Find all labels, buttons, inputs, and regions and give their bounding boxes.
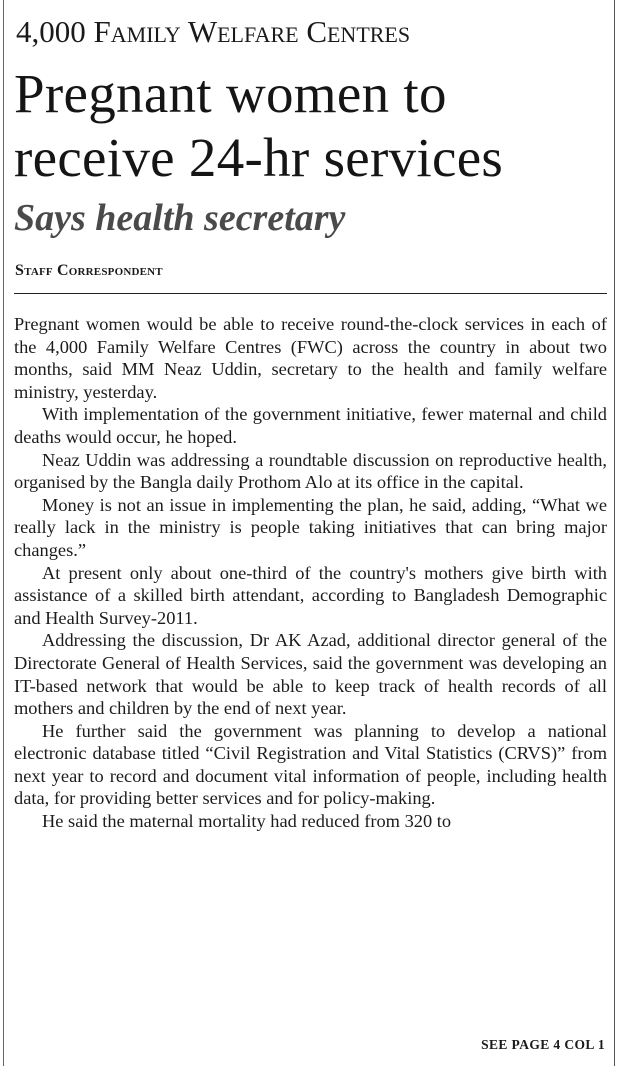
paragraph: Pregnant women would be able to receive round-the-clock services in each of the 4,000 Family Welfare Centres (FWC) across the country in about two months, said MM Neaz Uddin, secretary to the health and family welfare ministry, yesterday. [14,314,607,402]
paragraph: With implementation of the government initiative, fewer maternal and child deaths would occur, he hoped. [14,404,607,447]
headline [14,62,610,190]
paragraph: Money is not an issue in implementing the plan, he said, adding, “What we really lack in the ministry is people taking initiatives that can bring major changes.” [14,494,607,560]
deck: Says health secretary [14,197,346,239]
headline-line-2: receive 24-hr services [14,127,504,188]
byline-rule [14,293,607,294]
jump-line: SEE PAGE 4 COL 1 [481,1037,605,1052]
paragraph: Neaz Uddin was addressing a roundtable discussion on reproductive health, organised by the Bangla daily Prothom Alo at its office in the capital. [14,449,607,493]
headline-line-1: Pregnant women to [14,63,447,124]
paragraph: At present only about one-third of the country's mothers give birth with assistance of a skilled birth attendant, according to Bangladesh Demographic and Health Survey-2011. [14,562,607,628]
paragraph: He said the maternal mortality had reduced from 320 to [42,811,452,832]
kicker-text: Family Welfare Centres [93,14,411,49]
byline: Staff Correspondent [15,262,163,279]
article-body [14,313,607,833]
kicker [16,14,606,50]
paragraph: He further said the government was planning to develop a national electronic database titled “Civil Registration and Vital Statistics (CRVS)” from next year to record and document vital information of people, including health data, for providing better services and for policy-making. [14,720,607,809]
paragraph: Addressing the discussion, Dr AK Azad, additional director general of the Directorate General of Health Services, said the government was developing an IT-based network that would be able to keep track of health records of all mothers and children by the end of next year. [14,630,607,719]
kicker-number: 4,000 [16,14,94,49]
